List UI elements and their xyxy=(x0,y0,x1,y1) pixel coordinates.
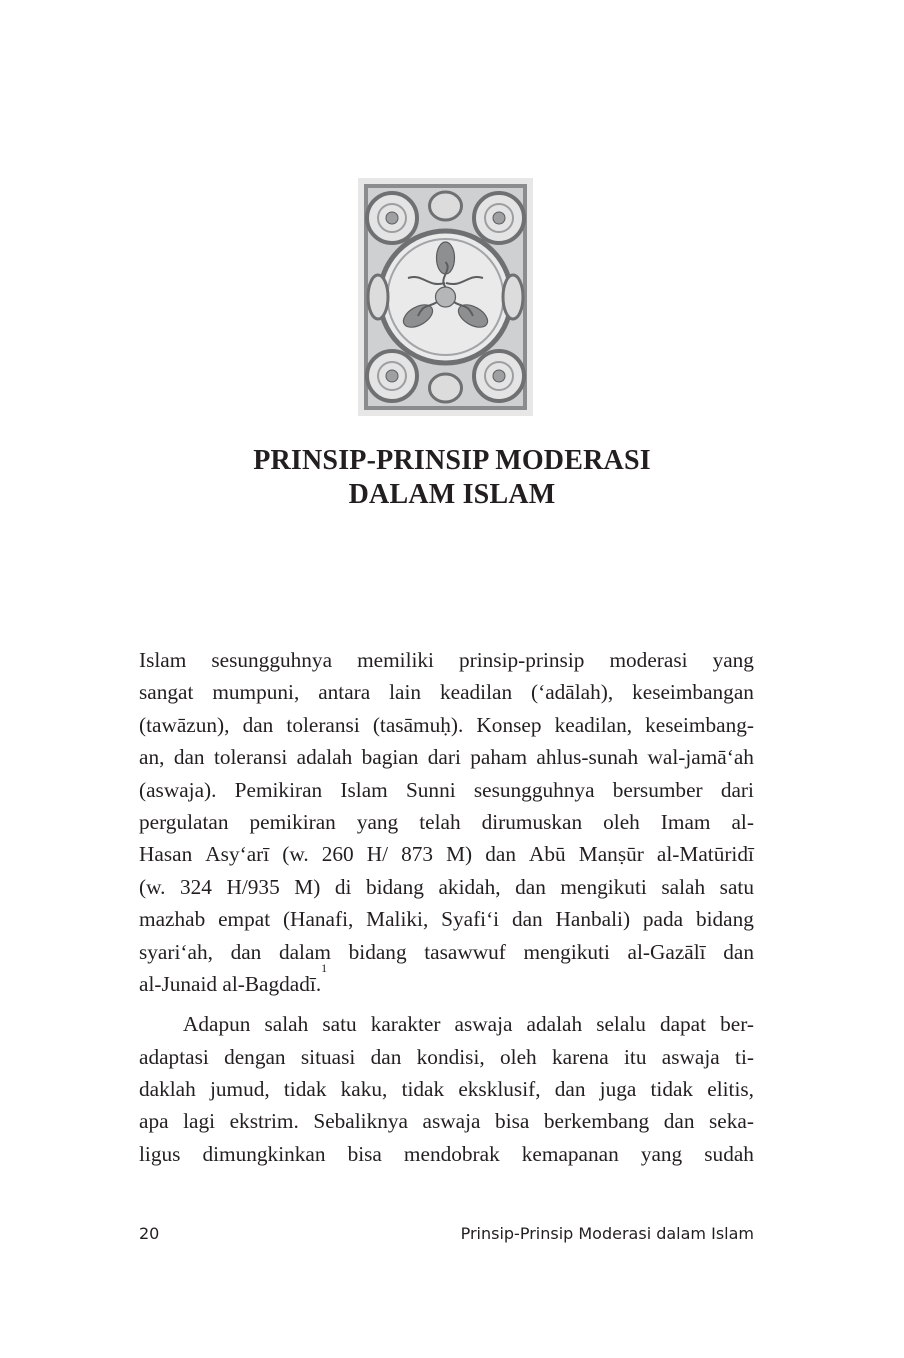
word: seka- xyxy=(709,1109,754,1134)
word: dapat xyxy=(659,1012,707,1037)
word: adalah xyxy=(296,745,353,770)
word: antara xyxy=(318,680,371,705)
word: Islam xyxy=(139,648,187,672)
word: oleh xyxy=(500,1044,537,1069)
word: tidak xyxy=(650,1077,694,1102)
word: Konsep xyxy=(476,712,542,737)
page-number: 20 xyxy=(139,1224,160,1243)
paragraph-1-line-6 xyxy=(139,806,754,838)
word: dan xyxy=(515,874,546,899)
word: sesungguhnya xyxy=(473,777,595,802)
word: bisa xyxy=(347,1141,382,1166)
word: keseimbang- xyxy=(645,712,754,737)
word: ber- xyxy=(720,1012,754,1037)
word: al-Gazālī xyxy=(627,939,706,964)
word: dan xyxy=(485,842,516,867)
word: lagi xyxy=(183,1109,216,1134)
word: mazhab xyxy=(139,907,206,932)
body-text xyxy=(139,644,754,1170)
chapter-title xyxy=(0,444,904,512)
word: apa xyxy=(139,1109,169,1134)
word: Maliki, xyxy=(366,907,429,932)
word: selalu xyxy=(596,1012,646,1037)
word: dari xyxy=(427,745,461,770)
word: sangat xyxy=(139,680,194,705)
word: mengikuti xyxy=(560,874,647,899)
word: 260 xyxy=(321,842,354,867)
word: dan xyxy=(173,745,205,770)
word: dengan xyxy=(224,1044,286,1069)
word: dimungkinkan xyxy=(202,1141,326,1166)
word: Sebaliknya xyxy=(313,1109,408,1134)
word: keadilan xyxy=(439,680,513,705)
word: karakter xyxy=(370,1012,441,1037)
word: tidak xyxy=(401,1077,445,1102)
word: dirumuskan xyxy=(481,809,583,834)
word: karena xyxy=(551,1044,609,1069)
word: dari xyxy=(720,777,754,802)
word: kondisi, xyxy=(416,1044,485,1069)
word: (tasāmuḥ). xyxy=(372,712,464,737)
word: dan xyxy=(370,1044,402,1069)
word: sesungguhnya xyxy=(211,648,333,672)
word: pergulatan xyxy=(139,809,229,834)
word: Hasan xyxy=(139,842,193,867)
word: sudah xyxy=(704,1141,754,1166)
word: moderasi xyxy=(609,648,688,672)
word: Islam xyxy=(340,777,388,802)
word: (w. xyxy=(139,874,166,899)
word: tasawwuf xyxy=(424,939,506,964)
word: keseimbangan xyxy=(632,680,754,705)
word: empat xyxy=(218,907,271,932)
word: adalah xyxy=(526,1012,583,1037)
paragraph-1-line-10 xyxy=(139,936,754,968)
word: jumud, xyxy=(209,1077,270,1102)
chapter-title-line-2: DALAM ISLAM xyxy=(348,479,556,510)
chapter-title-line-1: PRINSIP-PRINSIP MODERASI xyxy=(253,445,651,476)
word: (aswaja). xyxy=(139,777,217,802)
word: bagian xyxy=(361,745,419,770)
word: bidang xyxy=(365,874,424,899)
word: dalam xyxy=(278,939,331,964)
word: bisa xyxy=(495,1109,530,1134)
word: H/935 xyxy=(226,874,280,899)
word: elitis, xyxy=(707,1077,754,1102)
footnote-mark: 1 xyxy=(321,960,328,975)
word: 324 xyxy=(179,874,212,899)
paragraph-1-line-11 xyxy=(139,960,754,1000)
word: mendobrak xyxy=(403,1141,500,1166)
word: al-Matūridī xyxy=(656,842,754,867)
word: telah xyxy=(419,809,461,834)
word: salah xyxy=(264,1012,309,1037)
word: paham xyxy=(470,745,528,770)
word: aswaja xyxy=(422,1109,481,1134)
word: yang xyxy=(356,809,399,834)
word: syari‘ah, xyxy=(139,939,213,964)
word: (Hanafi, xyxy=(282,907,354,932)
word: dan xyxy=(554,1077,586,1102)
paragraph-2 xyxy=(139,1008,754,1170)
floral-ornament-icon xyxy=(358,178,533,416)
paragraph-1-line-1 xyxy=(139,644,754,676)
word: dan xyxy=(723,939,754,964)
word: 873 xyxy=(401,842,434,867)
word: bidang xyxy=(348,939,407,964)
word: itu xyxy=(624,1044,647,1069)
word: H/ xyxy=(366,842,389,867)
word: tidak xyxy=(283,1077,327,1102)
word: (‘adālah), xyxy=(531,680,614,705)
paragraph-2-line-4 xyxy=(139,1105,754,1137)
paragraph-1-line-7 xyxy=(139,838,754,870)
word: aswaja xyxy=(454,1012,513,1037)
word: akidah, xyxy=(438,874,501,899)
word: bidang xyxy=(695,907,754,932)
paragraph-2-line-3 xyxy=(139,1073,754,1105)
word: satu xyxy=(322,1012,357,1037)
word: an, xyxy=(139,745,165,770)
word: dan xyxy=(242,712,274,737)
word: bersumber xyxy=(612,777,703,802)
word: di xyxy=(334,874,352,899)
word: Abū xyxy=(529,842,566,867)
word: yang xyxy=(640,1141,683,1166)
word: kemapanan xyxy=(521,1141,619,1166)
word: dan xyxy=(511,907,543,932)
word: Adapun xyxy=(183,1012,251,1037)
paragraph-1-line-9 xyxy=(139,903,754,935)
word: mengikuti xyxy=(523,939,610,964)
word: lain xyxy=(389,680,422,705)
word: salah xyxy=(661,874,706,899)
word: keadilan, xyxy=(554,712,633,737)
word: aswaja xyxy=(661,1044,720,1069)
page-footer xyxy=(139,1224,754,1243)
paragraph-2-line-5 xyxy=(139,1138,754,1170)
word: juga xyxy=(599,1077,637,1102)
word: ligus xyxy=(139,1141,181,1166)
paragraph-1 xyxy=(139,644,754,1000)
word: oleh xyxy=(603,809,640,834)
paragraph-1-line-8 xyxy=(139,871,754,903)
word: (tawāzun), xyxy=(139,712,230,737)
word: ahlus-sunah xyxy=(536,745,639,770)
word: wal-jamā‘ah xyxy=(647,745,754,770)
word: ti- xyxy=(735,1044,754,1069)
word: Syafi‘i xyxy=(441,907,500,932)
word: Hanbali) xyxy=(555,907,631,932)
word: toleransi xyxy=(213,745,288,770)
word: berkembang xyxy=(543,1109,650,1134)
running-title: Prinsip-Prinsip Moderasi dalam Islam xyxy=(460,1224,754,1243)
word: adaptasi xyxy=(139,1044,209,1069)
word: dan xyxy=(230,939,262,964)
word: Pemikiran xyxy=(234,777,323,802)
word: Manṣūr xyxy=(578,842,644,867)
word: daklah xyxy=(139,1077,196,1102)
word: toleransi xyxy=(286,712,360,737)
word: satu xyxy=(719,874,754,899)
word: memiliki xyxy=(357,648,434,672)
word: Sunni xyxy=(405,777,456,802)
paragraph-2-line-2 xyxy=(139,1041,754,1073)
word: eksklusif, xyxy=(458,1077,541,1102)
word: Imam xyxy=(660,809,711,834)
word: dan xyxy=(663,1109,695,1134)
word: mumpuni, xyxy=(212,680,300,705)
text-line: al-Junaid al-Bagdadī. xyxy=(139,971,322,996)
paragraph-1-line-3 xyxy=(139,709,754,741)
word: prinsip-prinsip xyxy=(459,648,585,672)
word: M) xyxy=(294,874,321,899)
paragraph-1-line-5 xyxy=(139,774,754,806)
word: al- xyxy=(731,809,754,834)
word: pada xyxy=(642,907,684,932)
paragraph-1-line-2 xyxy=(139,676,754,708)
paragraph-2-line-1 xyxy=(139,1008,754,1040)
word: ekstrim. xyxy=(229,1109,299,1134)
word: situasi xyxy=(300,1044,356,1069)
word: kaku, xyxy=(340,1077,388,1102)
word: Asy‘arī xyxy=(205,842,270,867)
paragraph-1-line-4 xyxy=(139,741,754,773)
word: pemikiran xyxy=(249,809,336,834)
word: yang xyxy=(712,648,754,672)
word: M) xyxy=(446,842,473,867)
word: (w. xyxy=(282,842,309,867)
